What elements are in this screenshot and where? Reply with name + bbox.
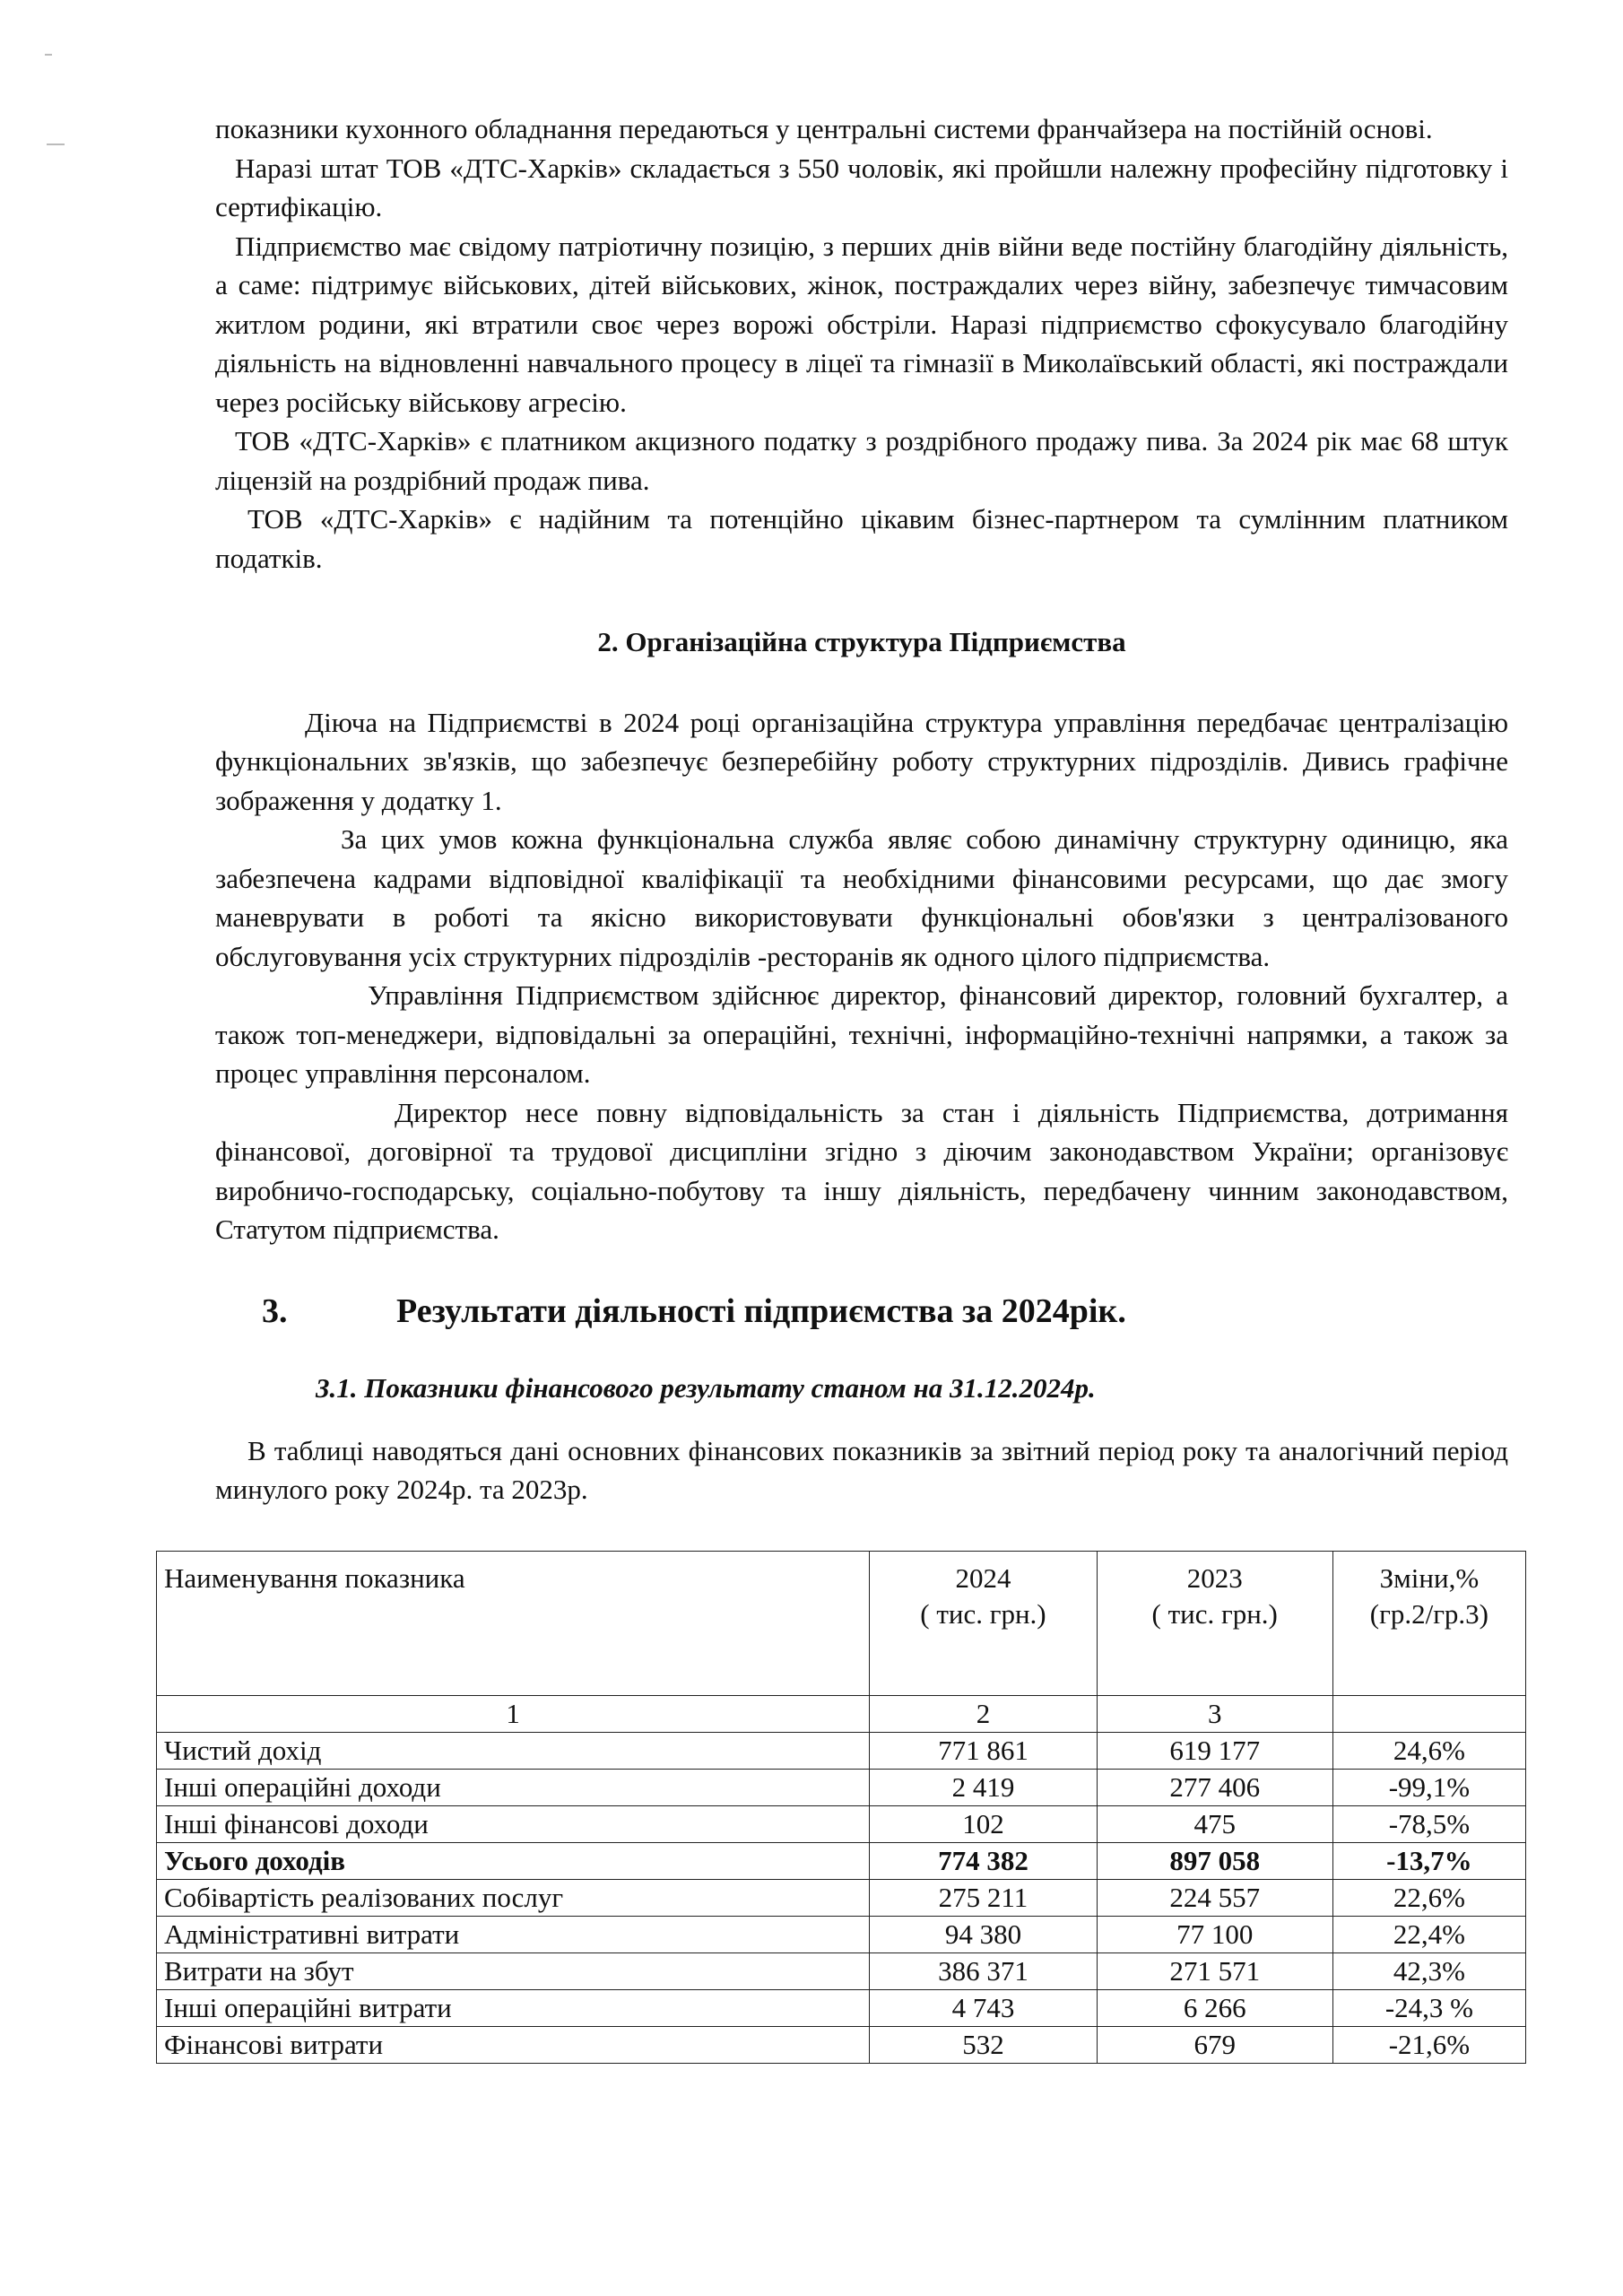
change-cell: 22,6% bbox=[1332, 1879, 1525, 1916]
table-row bbox=[157, 2026, 1526, 2063]
change-cell: -99,1% bbox=[1332, 1769, 1525, 1805]
header-cell bbox=[1332, 1551, 1525, 1695]
index-cell: 3 bbox=[1097, 1695, 1332, 1732]
section-number: 3. bbox=[262, 1292, 288, 1330]
value-2024-cell: 275 211 bbox=[870, 1879, 1097, 1916]
change-cell: -13,7% bbox=[1332, 1842, 1525, 1879]
paragraph: ТОВ «ДТС-Харків» є платником акцизного податку з роздрібного продажу пива. За 2024 рік має 68 штук ліцензій на роздрібний продаж пива. bbox=[215, 425, 1508, 496]
table-row bbox=[157, 1732, 1526, 1769]
index-cell: 1 bbox=[157, 1695, 870, 1732]
table-row bbox=[157, 1879, 1526, 1916]
scan-mark bbox=[47, 144, 65, 145]
paragraph: Діюча на Підприємстві в 2024 році організаційна структура управління передбачає централізацію функціональних зв'язків, що забезпечує безперебійну роботу структурних підрозділів. Дивись графічне зображення у додатку 1. bbox=[215, 706, 1508, 816]
header-unit: ( тис. грн.) bbox=[920, 1597, 1046, 1630]
table-row bbox=[157, 1916, 1526, 1952]
value-2023-cell: 77 100 bbox=[1097, 1916, 1332, 1952]
table-row bbox=[157, 1805, 1526, 1842]
value-2024-cell: 102 bbox=[870, 1805, 1097, 1842]
row-name-cell: Собівартість реалізованих послуг bbox=[157, 1879, 870, 1916]
header-unit: ( тис. грн.) bbox=[1151, 1597, 1278, 1630]
change-cell: 22,4% bbox=[1332, 1916, 1525, 1952]
table-body bbox=[157, 1732, 1526, 2063]
change-cell: 42,3% bbox=[1332, 1952, 1525, 1989]
header-change-note: (гр.2/гр.3) bbox=[1369, 1597, 1488, 1630]
subsection-heading: 3.1. Показники фінансового результату станом на 31.12.2024р. bbox=[316, 1372, 1096, 1404]
header-year: 2024 bbox=[955, 1561, 1011, 1594]
value-2023-cell: 224 557 bbox=[1097, 1879, 1332, 1916]
value-2024-cell: 4 743 bbox=[870, 1989, 1097, 2026]
section-heading: 2. Організаційна структура Підприємства bbox=[597, 626, 1126, 657]
value-2024-cell: 532 bbox=[870, 2026, 1097, 2063]
table-row bbox=[157, 1952, 1526, 1989]
value-2024-cell: 94 380 bbox=[870, 1916, 1097, 1952]
row-name-cell: Адміністративні витрати bbox=[157, 1916, 870, 1952]
table-row bbox=[157, 1842, 1526, 1879]
header-cell bbox=[1097, 1551, 1332, 1695]
section-title: Результати діяльності підприємства за 2024рік. bbox=[396, 1292, 1126, 1330]
document-page bbox=[164, 109, 1508, 2064]
paragraph: показники кухонного обладнання передаються у центральні системи франчайзера на постійній основі. bbox=[215, 113, 1433, 144]
row-name-cell: Витрати на збут bbox=[157, 1952, 870, 1989]
value-2024-cell: 386 371 bbox=[870, 1952, 1097, 1989]
value-2023-cell: 475 bbox=[1097, 1805, 1332, 1842]
header-year: 2023 bbox=[1186, 1561, 1243, 1594]
value-2023-cell: 619 177 bbox=[1097, 1732, 1332, 1769]
table-index-row bbox=[157, 1695, 1526, 1732]
header-cell bbox=[870, 1551, 1097, 1695]
header-cell: Наименування показника bbox=[157, 1551, 870, 1695]
value-2024-cell: 774 382 bbox=[870, 1842, 1097, 1879]
table-row bbox=[157, 1769, 1526, 1805]
index-cell bbox=[1332, 1695, 1525, 1732]
paragraph: За цих умов кожна функціональна служба являє собою динамічну структурну одиницю, яка забезпечена кадрами відповідної кваліфікації та необхідними фінансовими ресурсами, що дає змогу маневрувати в роботі та якісно використовувати функціональні обов'язки з централізованого обслуговування усіх структурних підрозділів -ресторанів як одного цілого підприємства. bbox=[215, 823, 1508, 972]
value-2024-cell: 2 419 bbox=[870, 1769, 1097, 1805]
row-name-cell: Чистий дохід bbox=[157, 1732, 870, 1769]
value-2023-cell: 277 406 bbox=[1097, 1769, 1332, 1805]
row-name-cell: Інші операційні доходи bbox=[157, 1769, 870, 1805]
change-cell: 24,6% bbox=[1332, 1732, 1525, 1769]
header-change: Зміни,% bbox=[1379, 1561, 1480, 1594]
change-cell: -78,5% bbox=[1332, 1805, 1525, 1842]
change-cell: -24,3 % bbox=[1332, 1989, 1525, 2026]
row-name-cell: Фінансові витрати bbox=[157, 2026, 870, 2063]
paragraph: В таблиці наводяться дані основних фінансових показників за звітний період року та аналогічний період минулого року 2024р. та 2023р. bbox=[215, 1434, 1508, 1505]
value-2024-cell: 771 861 bbox=[870, 1732, 1097, 1769]
row-name-cell: Інші операційні витрати bbox=[157, 1989, 870, 2026]
paragraph: Підприємство має свідому патріотичну позицію, з перших днів війни веде постійну благодійну діяльність, а саме: підтримує військових, дітей військових, жінок, постраждалих через війну, забезпечує тимчасовим житлом родини, які втратили своє через ворожі обстріли. Наразі підприємство сфокусувало благодійну діяльність на відновленні навчального процесу в ліцеї та гімназії в Миколаївський області, які постраждали через російську військову агресію. bbox=[215, 230, 1508, 418]
paragraph: Наразі штат ТОВ «ДТС-Харків» складається з 550 чоловік, які пройшли належну професійну підготовку і сертифікацію. bbox=[215, 152, 1508, 222]
table-row bbox=[157, 1989, 1526, 2026]
value-2023-cell: 271 571 bbox=[1097, 1952, 1332, 1989]
row-name-cell: Усього доходів bbox=[157, 1842, 870, 1879]
paragraph: ТОВ «ДТС-Харків» є надійним та потенційно цікавим бізнес-партнером та сумлінним платником податків. bbox=[215, 503, 1508, 574]
scan-mark bbox=[45, 54, 52, 56]
paragraph: Управління Підприємством здійснює директор, фінансовий директор, головний бухгалтер, а також топ-менеджери, відповідальні за операційні, технічні, інформаційно-технічні напрямки, а також за процес управління персоналом. bbox=[215, 979, 1508, 1089]
row-name-cell: Інші фінансові доходи bbox=[157, 1805, 870, 1842]
index-cell: 2 bbox=[870, 1695, 1097, 1732]
change-cell: -21,6% bbox=[1332, 2026, 1525, 2063]
value-2023-cell: 897 058 bbox=[1097, 1842, 1332, 1879]
section-heading bbox=[262, 1292, 1508, 1332]
value-2023-cell: 679 bbox=[1097, 2026, 1332, 2063]
table-header-row bbox=[157, 1551, 1526, 1695]
paragraph: Директор несе повну відповідальність за стан і діяльність Підприємства, дотримання фінансової, договірної та трудової дисципліни згідно з діючим законодавством України; організовує виробничо-господарську, соціально-побутову та іншу діяльність, передбачену чинним законодавством, Статутом підприємства. bbox=[215, 1096, 1508, 1245]
value-2023-cell: 6 266 bbox=[1097, 1989, 1332, 2026]
financial-table bbox=[156, 1551, 1526, 2064]
